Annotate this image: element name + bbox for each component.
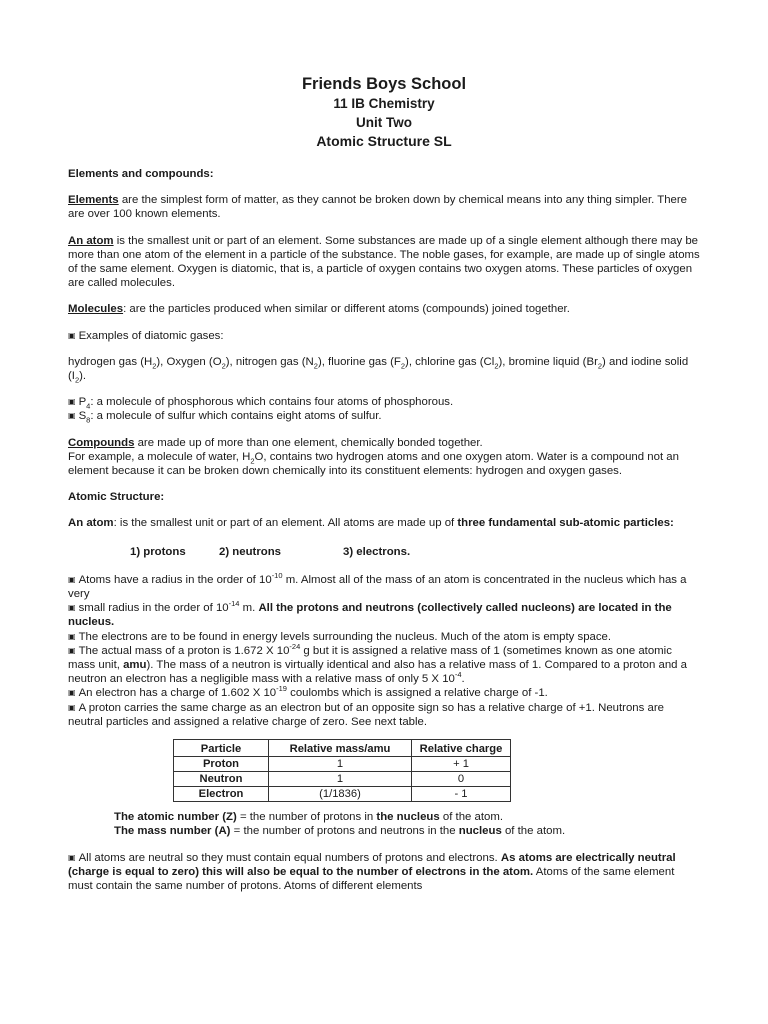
bullet-text: The actual mass of a proton is 1.672 X 10	[78, 644, 290, 657]
diatomic-intro-text: Examples of diatomic gases:	[78, 329, 224, 342]
text-elements: are the simplest form of matter, as they cannot be broken down by chemical means into any thing simpler. There are over 100 known elements.	[68, 194, 687, 221]
term-atom: An atom	[68, 234, 114, 247]
bullet-proton-charge	[68, 701, 700, 729]
superscript: -10	[271, 571, 283, 581]
diatomic-list	[68, 355, 700, 383]
particle-item: 1) protons	[130, 545, 186, 558]
paragraph-molecules	[68, 302, 700, 316]
bullet-s8	[68, 409, 700, 423]
subscript: 2	[494, 361, 499, 371]
text-molecules: : are the particles produced when similar or different atoms (compounds) joined together.	[123, 303, 570, 316]
definition-atomic-number	[114, 810, 700, 824]
text-water: For example, a molecule of water, H	[68, 450, 251, 463]
subscript: 8	[86, 415, 91, 425]
subscript: 2	[400, 361, 406, 371]
superscript: -4	[454, 670, 462, 680]
table-cell: Electron	[174, 787, 269, 802]
text-atom-intro: : is the smallest unit or part of an element. All atoms are made up of	[113, 517, 458, 530]
square-bullet-icon: ▣	[68, 645, 76, 655]
bullet-text: Atoms of the same element must contain the same number of protons. Atoms of different elements	[68, 865, 675, 892]
unit-title: Unit Two	[356, 115, 412, 130]
subscript: 2	[313, 361, 318, 371]
diatomic-text: hydrogen gas (H	[68, 355, 153, 368]
particle-list	[130, 545, 700, 559]
bullet-neutral-atoms	[68, 851, 700, 894]
definition-text: of the atom.	[439, 811, 504, 824]
table-cell: 1	[269, 772, 412, 787]
square-bullet-icon: ▣	[68, 852, 76, 862]
superscript: -24	[289, 642, 301, 652]
bullet-text: An electron has a charge of 1.602 X 10	[78, 687, 277, 700]
subscript: 2	[221, 361, 226, 371]
superscript: -14	[228, 599, 240, 609]
school-name: Friends Boys School	[301, 75, 467, 93]
paragraph-atom-intro	[68, 516, 700, 530]
bullet-text: : a molecule of sulfur which contains eight atoms of sulfur.	[90, 410, 382, 423]
bullet-text: Atoms have a radius in the order of 10	[78, 573, 272, 586]
bullet-text: m. Almost all of the mass of an atom is concentrated in the nucleus which has a very	[68, 573, 687, 601]
subscript: 4	[86, 401, 91, 411]
bullet-text: g but it is assigned a relative mass of 1 (sometimes known as one atomic mass unit,	[68, 644, 672, 672]
bullet-text: All atoms are neutral so they must contain equal numbers of protons and electrons.	[78, 851, 501, 864]
subscript: 2	[250, 456, 255, 466]
topic-title: Atomic Structure SL	[316, 133, 452, 149]
table-row	[174, 757, 511, 772]
term-atom: An atom	[68, 517, 114, 530]
particle-table	[173, 739, 511, 802]
paragraph-elements	[68, 193, 700, 221]
section-heading-elements: Elements and compounds:	[68, 168, 214, 180]
bullet-electrons	[68, 630, 700, 644]
definition-text-bold: nucleus	[458, 825, 502, 838]
table-cell: - 1	[412, 787, 511, 802]
term-compounds: Compounds	[68, 436, 135, 449]
text-atom: is the smallest unit or part of an element. Some substances are made up of a single element although there may be more than one atom of the element in a particle of the substance. The noble gases, for example, are made up of single atoms of the same element. Oxygen is diatomic, that is, a particle of oxygen contains two oxygen atoms. These particles of oxygen are called molecules.	[68, 234, 700, 290]
diatomic-text: ), Oxygen (O	[156, 355, 222, 368]
subscript: 2	[74, 375, 80, 385]
square-bullet-icon: ▣	[68, 330, 76, 340]
definition-text: of the atom.	[501, 825, 566, 838]
table-row	[174, 772, 511, 787]
bullet-text: : a molecule of phosphorous which contains four atoms of phosphorous.	[90, 396, 454, 409]
definition-mass-number	[114, 824, 700, 838]
table-row	[174, 787, 511, 802]
table-header-cell: Relative charge	[412, 740, 511, 757]
square-bullet-icon: ▣	[68, 411, 76, 421]
superscript: -19	[276, 684, 287, 694]
particle-item: 2) neutrons	[219, 545, 282, 558]
square-bullet-icon: ▣	[68, 631, 76, 641]
term-atomic-number: The atomic number (Z)	[114, 811, 237, 824]
table-header-cell: Particle	[174, 740, 269, 757]
table-cell: (1/1836)	[269, 787, 412, 802]
diatomic-text: ).	[79, 370, 87, 383]
bullet-text: The electrons are to be found in energy levels surrounding the nucleus. Much of the atom is empty space.	[78, 630, 612, 643]
particle-item: 3) electrons.	[343, 545, 411, 558]
square-bullet-icon: ▣	[68, 702, 76, 712]
term-mass-number: The mass number (A)	[114, 825, 231, 838]
square-bullet-icon: ▣	[68, 397, 76, 407]
formula-symbol: P	[78, 396, 87, 409]
bullet-text: small radius in the order of 10	[78, 602, 229, 615]
term-amu: amu	[123, 659, 147, 672]
bullet-text: .	[461, 673, 465, 686]
term-molecules: Molecules	[68, 303, 124, 316]
table-cell: 0	[412, 772, 511, 787]
diatomic-text: ), fluorine gas (F	[317, 355, 401, 368]
bullet-nucleus	[68, 601, 700, 629]
table-cell: 1	[269, 757, 412, 772]
square-bullet-icon: ▣	[68, 574, 76, 584]
bullet-text-bold: As atoms are electrically neutral (charge is equal to zero) this will also be equal to the number of electrons in the atom.	[68, 851, 676, 878]
term-elements: Elements	[68, 194, 119, 207]
table-header-row	[174, 740, 511, 757]
bullet-electron-charge	[68, 686, 700, 700]
bullet-text-bold: All the protons and neutrons (collectively called nucleons) are located in the nucleus.	[68, 602, 672, 629]
definition-text: = the number of protons and neutrons in the	[230, 825, 459, 838]
subscript: 2	[152, 361, 157, 371]
bullet-p4	[68, 395, 700, 409]
table-cell: Proton	[174, 757, 269, 772]
paragraph-atom	[68, 234, 700, 291]
table-header-cell: Relative mass/amu	[269, 740, 412, 757]
table-cell: Neutron	[174, 772, 269, 787]
course-title: 11 IB Chemistry	[333, 96, 435, 111]
square-bullet-icon: ▣	[68, 603, 76, 613]
bullet-text: A proton carries the same charge as an electron but of an opposite sign so has a relative charge of +1. Neutrons are neutral particles and assigned a relative charge of zero. See next table.	[68, 701, 664, 728]
paragraph-compounds	[68, 436, 700, 479]
document-header	[68, 74, 700, 151]
bullet-mass	[68, 644, 700, 687]
bullet-text: ). The mass of a neutron is virtually identical and also has a relative mass of 1. Compared to a proton and a neutron an electron has a negligible mass with a relative mass of only 5 X 10	[68, 659, 687, 686]
bullet-radius	[68, 573, 700, 601]
square-bullet-icon: ▣	[68, 688, 76, 698]
text-compounds: are made up of more than one element, chemically bonded together.	[134, 436, 483, 449]
bullet-diatomic-intro	[68, 329, 700, 343]
text-water: O, contains two hydrogen atoms and one oxygen atom. Water is a compound not an element because it can be broken down chemically into its constituent elements: hydrogen and oxygen gases.	[68, 450, 679, 478]
bullet-text: coulombs which is assigned a relative charge of -1.	[286, 687, 548, 700]
diatomic-text: ), bromine liquid (Br	[498, 355, 598, 368]
bullet-text: m.	[239, 602, 259, 615]
text-atom-intro-bold: three fundamental sub-atomic particles:	[457, 517, 674, 530]
diatomic-text: ), nitrogen gas (N	[225, 355, 314, 368]
diatomic-text: ), chlorine gas (Cl	[405, 355, 495, 368]
definitions	[114, 810, 700, 838]
subscript: 2	[597, 361, 603, 371]
section-heading-atomic-structure: Atomic Structure:	[68, 491, 165, 504]
table-cell: + 1	[412, 757, 511, 772]
definition-text: = the number of protons in	[236, 811, 377, 824]
definition-text-bold: the nucleus	[376, 811, 440, 824]
formula-symbol: S	[78, 410, 87, 423]
diatomic-text: ) and iodine solid (I	[68, 355, 689, 383]
